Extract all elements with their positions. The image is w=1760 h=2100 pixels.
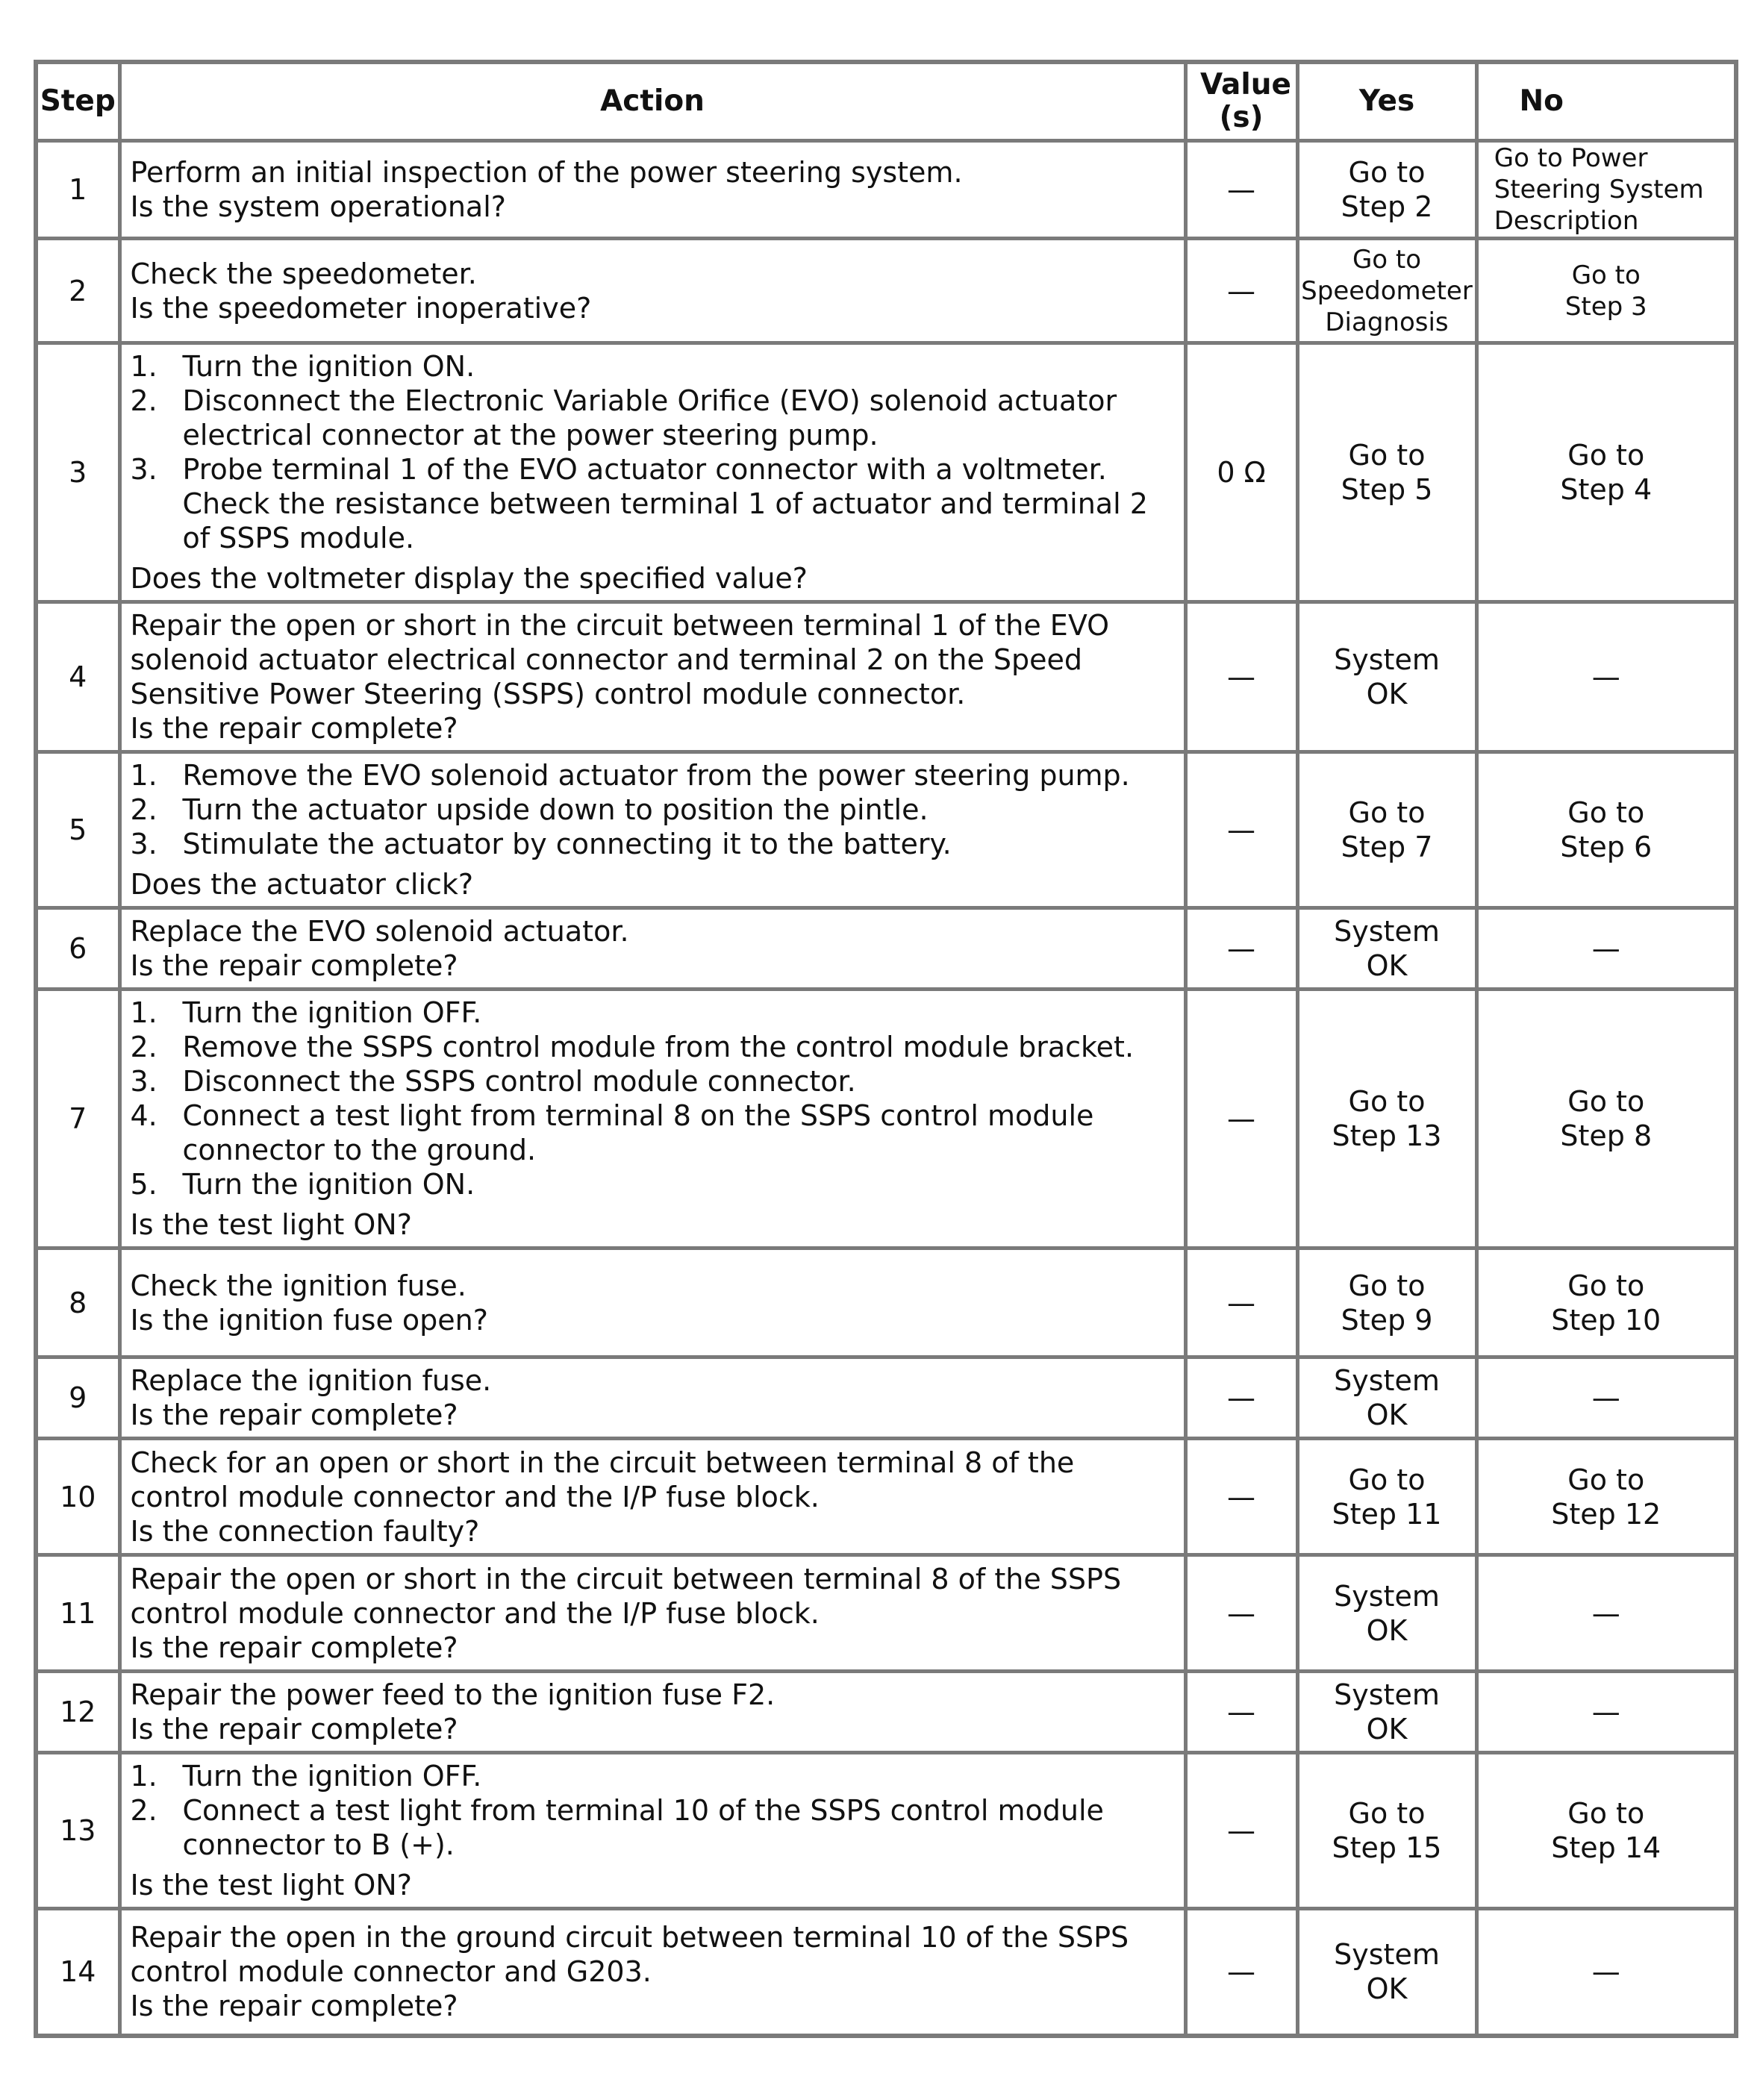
list-item-text: Disconnect the Electronic Variable Orifice (EVO) solenoid actuator electrical connector at the power steering pump.: [182, 384, 1117, 451]
table-row: [36, 1555, 1736, 1672]
action-text: Repair the open or short in the circuit between terminal 1 of the EVO solenoid actuator electrical connector and terminal 2 on the Speed Sensitive Power Steering (SSPS) control module connector.: [130, 609, 1110, 710]
action-text: Check the ignition fuse.: [130, 1269, 466, 1302]
table-row: [36, 239, 1736, 343]
action-text: Repair the power feed to the ignition fuse F2.: [130, 1678, 776, 1711]
list-item-text: Remove the EVO solenoid actuator from the power steering pump.: [182, 759, 1130, 792]
yes-cell: [1297, 752, 1476, 908]
yes-text: Go to Step 5: [1341, 439, 1433, 506]
no-cell: [1476, 1909, 1736, 2036]
action-cell: [119, 1555, 1185, 1672]
yes-cell: [1297, 990, 1476, 1249]
list-item-text: Turn the ignition ON.: [182, 1168, 475, 1201]
step-number: 14: [36, 1909, 119, 2036]
table-row: [36, 1249, 1736, 1357]
yes-cell: [1297, 343, 1476, 602]
no-text: Go to Step 6: [1560, 796, 1653, 863]
action-list-item: [131, 758, 1176, 793]
yes-text: System OK: [1334, 915, 1440, 982]
no-text: Go to Step 14: [1551, 1797, 1661, 1864]
yes-text: Go to Step 7: [1341, 796, 1433, 863]
list-item-text: Turn the ignition ON.: [182, 350, 475, 383]
action-list-item: [131, 1167, 1176, 1201]
yes-text: Go to Step 13: [1332, 1085, 1442, 1152]
action-list-item: [131, 452, 1176, 555]
value-cell: —: [1185, 1439, 1297, 1555]
yes-cell: [1297, 1753, 1476, 1909]
list-item-text: Connect a test light from terminal 8 on the SSPS control module connector to the ground.: [182, 1099, 1094, 1166]
diagnostic-table-sheet: [34, 60, 1734, 2038]
action-cell: [119, 141, 1185, 239]
action-text: Replace the EVO solenoid actuator.: [130, 915, 629, 948]
no-text: Go to Step 4: [1560, 439, 1653, 506]
yes-cell: [1297, 1909, 1476, 2036]
header-value: [1185, 62, 1297, 141]
value-cell: —: [1185, 1672, 1297, 1753]
action-cell: [119, 990, 1185, 1249]
action-list-item: [131, 349, 1176, 384]
action-list-item: [131, 1793, 1176, 1862]
yes-text: Go to Step 11: [1332, 1463, 1442, 1531]
action-list-item: [131, 1759, 1176, 1793]
action-question: Is the speedometer inoperative?: [130, 291, 592, 325]
action-text: Repair the open or short in the circuit between terminal 8 of the SSPS control module connector and the I/P fuse block.: [130, 1562, 1122, 1630]
table-row: [36, 908, 1736, 990]
action-question: Is the repair complete?: [130, 949, 458, 982]
action-text: Repair the open in the ground circuit between terminal 10 of the SSPS control module connector and G203.: [130, 1921, 1129, 1989]
action-cell: [119, 1439, 1185, 1555]
action-list-item: [131, 996, 1176, 1030]
no-cell: [1476, 1672, 1736, 1753]
action-question: Is the ignition fuse open?: [130, 1303, 488, 1337]
list-item-number: 3.: [130, 453, 157, 486]
yes-text: Go to Step 2: [1341, 156, 1433, 223]
diagnostic-table: [34, 60, 1738, 2038]
action-cell: [119, 239, 1185, 343]
action-question: Is the repair complete?: [130, 1399, 458, 1431]
table-row: [36, 990, 1736, 1249]
header-value-text: Value (s): [1200, 67, 1291, 134]
table-row: [36, 602, 1736, 752]
table-row: [36, 1753, 1736, 1909]
list-item-text: Turn the ignition OFF.: [182, 1760, 482, 1793]
action-list-item: [131, 384, 1176, 452]
table-row: [36, 141, 1736, 239]
no-cell: [1476, 1753, 1736, 1909]
table-row: [36, 1909, 1736, 2036]
list-item-number: 4.: [130, 1099, 157, 1132]
action-text: Perform an initial inspection of the power steering system.: [130, 156, 963, 189]
value-cell: —: [1185, 141, 1297, 239]
action-question: Is the repair complete?: [130, 1713, 458, 1746]
no-cell: [1476, 1439, 1736, 1555]
action-question: Does the actuator click?: [130, 868, 474, 901]
no-cell: [1476, 908, 1736, 990]
list-item-number: 3.: [130, 828, 157, 860]
action-cell: [119, 1249, 1185, 1357]
yes-text: System OK: [1334, 643, 1440, 710]
no-text: Go to Step 3: [1564, 260, 1647, 322]
yes-cell: [1297, 141, 1476, 239]
list-item-text: Remove the SSPS control module from the control module bracket.: [182, 1031, 1135, 1063]
no-text: Go to Step 8: [1560, 1085, 1653, 1152]
list-item-number: 5.: [130, 1168, 157, 1201]
list-item-text: Connect a test light from terminal 10 of the SSPS control module connector to B (+).: [182, 1794, 1104, 1861]
action-text: Check for an open or short in the circuit between terminal 8 of the control module connector and the I/P fuse block.: [130, 1446, 1075, 1513]
list-item-text: Probe terminal 1 of the EVO actuator connector with a voltmeter. Check the resistance between terminal 1 of actuator and terminal 2 of SSPS module.: [182, 453, 1148, 554]
header-action: Action: [119, 62, 1185, 141]
list-item-number: 1.: [130, 350, 157, 383]
list-item-number: 2.: [130, 1794, 157, 1827]
header-step: Step: [36, 62, 119, 141]
action-cell: [119, 1909, 1185, 2036]
no-cell: [1476, 343, 1736, 602]
step-number: 3: [36, 343, 119, 602]
header-row: [36, 62, 1736, 141]
yes-text: Go to Step 15: [1332, 1797, 1442, 1864]
header-no: No: [1476, 62, 1736, 141]
table-row: [36, 752, 1736, 908]
no-text: —: [1591, 1381, 1620, 1414]
step-number: 12: [36, 1672, 119, 1753]
list-item-text: Turn the actuator upside down to position the pintle.: [182, 793, 929, 826]
step-number: 13: [36, 1753, 119, 1909]
step-number: 7: [36, 990, 119, 1249]
yes-text: System OK: [1334, 1364, 1440, 1431]
action-list-item: [131, 1064, 1176, 1099]
value-cell: —: [1185, 239, 1297, 343]
action-cell: [119, 1672, 1185, 1753]
action-question: Is the repair complete?: [130, 1631, 458, 1664]
yes-cell: [1297, 1249, 1476, 1357]
action-cell: [119, 602, 1185, 752]
action-question: Is the repair complete?: [130, 712, 458, 745]
list-item-text: Stimulate the actuator by connecting it to the battery.: [182, 828, 952, 860]
value-cell: —: [1185, 1249, 1297, 1357]
step-number: 2: [36, 239, 119, 343]
value-cell: —: [1185, 1357, 1297, 1439]
no-text: —: [1591, 1696, 1620, 1728]
table-body: [36, 141, 1736, 2036]
step-number: 1: [36, 141, 119, 239]
no-cell: [1476, 990, 1736, 1249]
value-cell: —: [1185, 602, 1297, 752]
list-item-number: 2.: [130, 1031, 157, 1063]
list-item-text: Turn the ignition OFF.: [182, 996, 482, 1029]
action-cell: [119, 343, 1185, 602]
step-number: 10: [36, 1439, 119, 1555]
no-text: Go to Step 12: [1551, 1463, 1661, 1531]
no-text: —: [1591, 1596, 1620, 1630]
yes-cell: [1297, 239, 1476, 343]
no-cell: [1476, 1357, 1736, 1439]
list-item-number: 1.: [130, 759, 157, 792]
list-item-number: 2.: [130, 793, 157, 826]
yes-cell: [1297, 1357, 1476, 1439]
action-cell: [119, 752, 1185, 908]
list-item-number: 2.: [130, 384, 157, 417]
value-cell: —: [1185, 990, 1297, 1249]
yes-cell: [1297, 1555, 1476, 1672]
no-cell: [1476, 141, 1736, 239]
table-row: [36, 343, 1736, 602]
yes-text: System OK: [1334, 1579, 1440, 1647]
action-list-item: [131, 793, 1176, 827]
list-item-number: 1.: [130, 996, 157, 1029]
no-cell: [1476, 239, 1736, 343]
action-cell: [119, 908, 1185, 990]
table-row: [36, 1439, 1736, 1555]
step-number: 8: [36, 1249, 119, 1357]
table-row: [36, 1357, 1736, 1439]
value-cell: —: [1185, 1909, 1297, 2036]
yes-cell: [1297, 1439, 1476, 1555]
no-text: Go to Power Steering System Description: [1494, 143, 1704, 236]
yes-text: System OK: [1334, 1938, 1440, 2006]
yes-cell: [1297, 602, 1476, 752]
value-cell: —: [1185, 1753, 1297, 1909]
action-question: Does the voltmeter display the specified value?: [130, 562, 808, 595]
yes-cell: [1297, 1672, 1476, 1753]
table-row: [36, 1672, 1736, 1753]
action-question: Is the connection faulty?: [130, 1514, 480, 1548]
value-cell: —: [1185, 908, 1297, 990]
no-cell: [1476, 602, 1736, 752]
step-number: 4: [36, 602, 119, 752]
step-number: 11: [36, 1555, 119, 1672]
no-text: Go to Step 10: [1551, 1269, 1661, 1337]
action-text: Replace the ignition fuse.: [130, 1364, 492, 1397]
action-question: Is the repair complete?: [130, 1990, 458, 2023]
no-text: —: [1591, 1955, 1620, 1989]
no-text: —: [1591, 660, 1620, 693]
yes-text: System OK: [1334, 1678, 1440, 1746]
action-question: Is the test light ON?: [130, 1869, 412, 1901]
value-cell: 0 Ω: [1185, 343, 1297, 602]
no-text: —: [1591, 932, 1620, 965]
yes-cell: [1297, 908, 1476, 990]
value-cell: —: [1185, 752, 1297, 908]
step-number: 6: [36, 908, 119, 990]
action-list-item: [131, 827, 1176, 861]
step-number: 5: [36, 752, 119, 908]
list-item-number: 1.: [130, 1760, 157, 1793]
yes-text: Go to Step 9: [1341, 1269, 1433, 1337]
no-cell: [1476, 1555, 1736, 1672]
header-yes: Yes: [1297, 62, 1476, 141]
step-number: 9: [36, 1357, 119, 1439]
list-item-text: Disconnect the SSPS control module connector.: [182, 1065, 856, 1098]
value-cell: —: [1185, 1555, 1297, 1672]
action-cell: [119, 1357, 1185, 1439]
action-question: Is the test light ON?: [130, 1208, 412, 1241]
yes-text: Go to Speedometer Diagnosis: [1301, 244, 1473, 337]
no-cell: [1476, 752, 1736, 908]
no-cell: [1476, 1249, 1736, 1357]
action-cell: [119, 1753, 1185, 1909]
action-question: Is the system operational?: [130, 190, 506, 223]
action-list-item: [131, 1099, 1176, 1167]
action-list-item: [131, 1030, 1176, 1064]
action-text: Check the speedometer.: [130, 257, 477, 290]
list-item-number: 3.: [130, 1065, 157, 1098]
